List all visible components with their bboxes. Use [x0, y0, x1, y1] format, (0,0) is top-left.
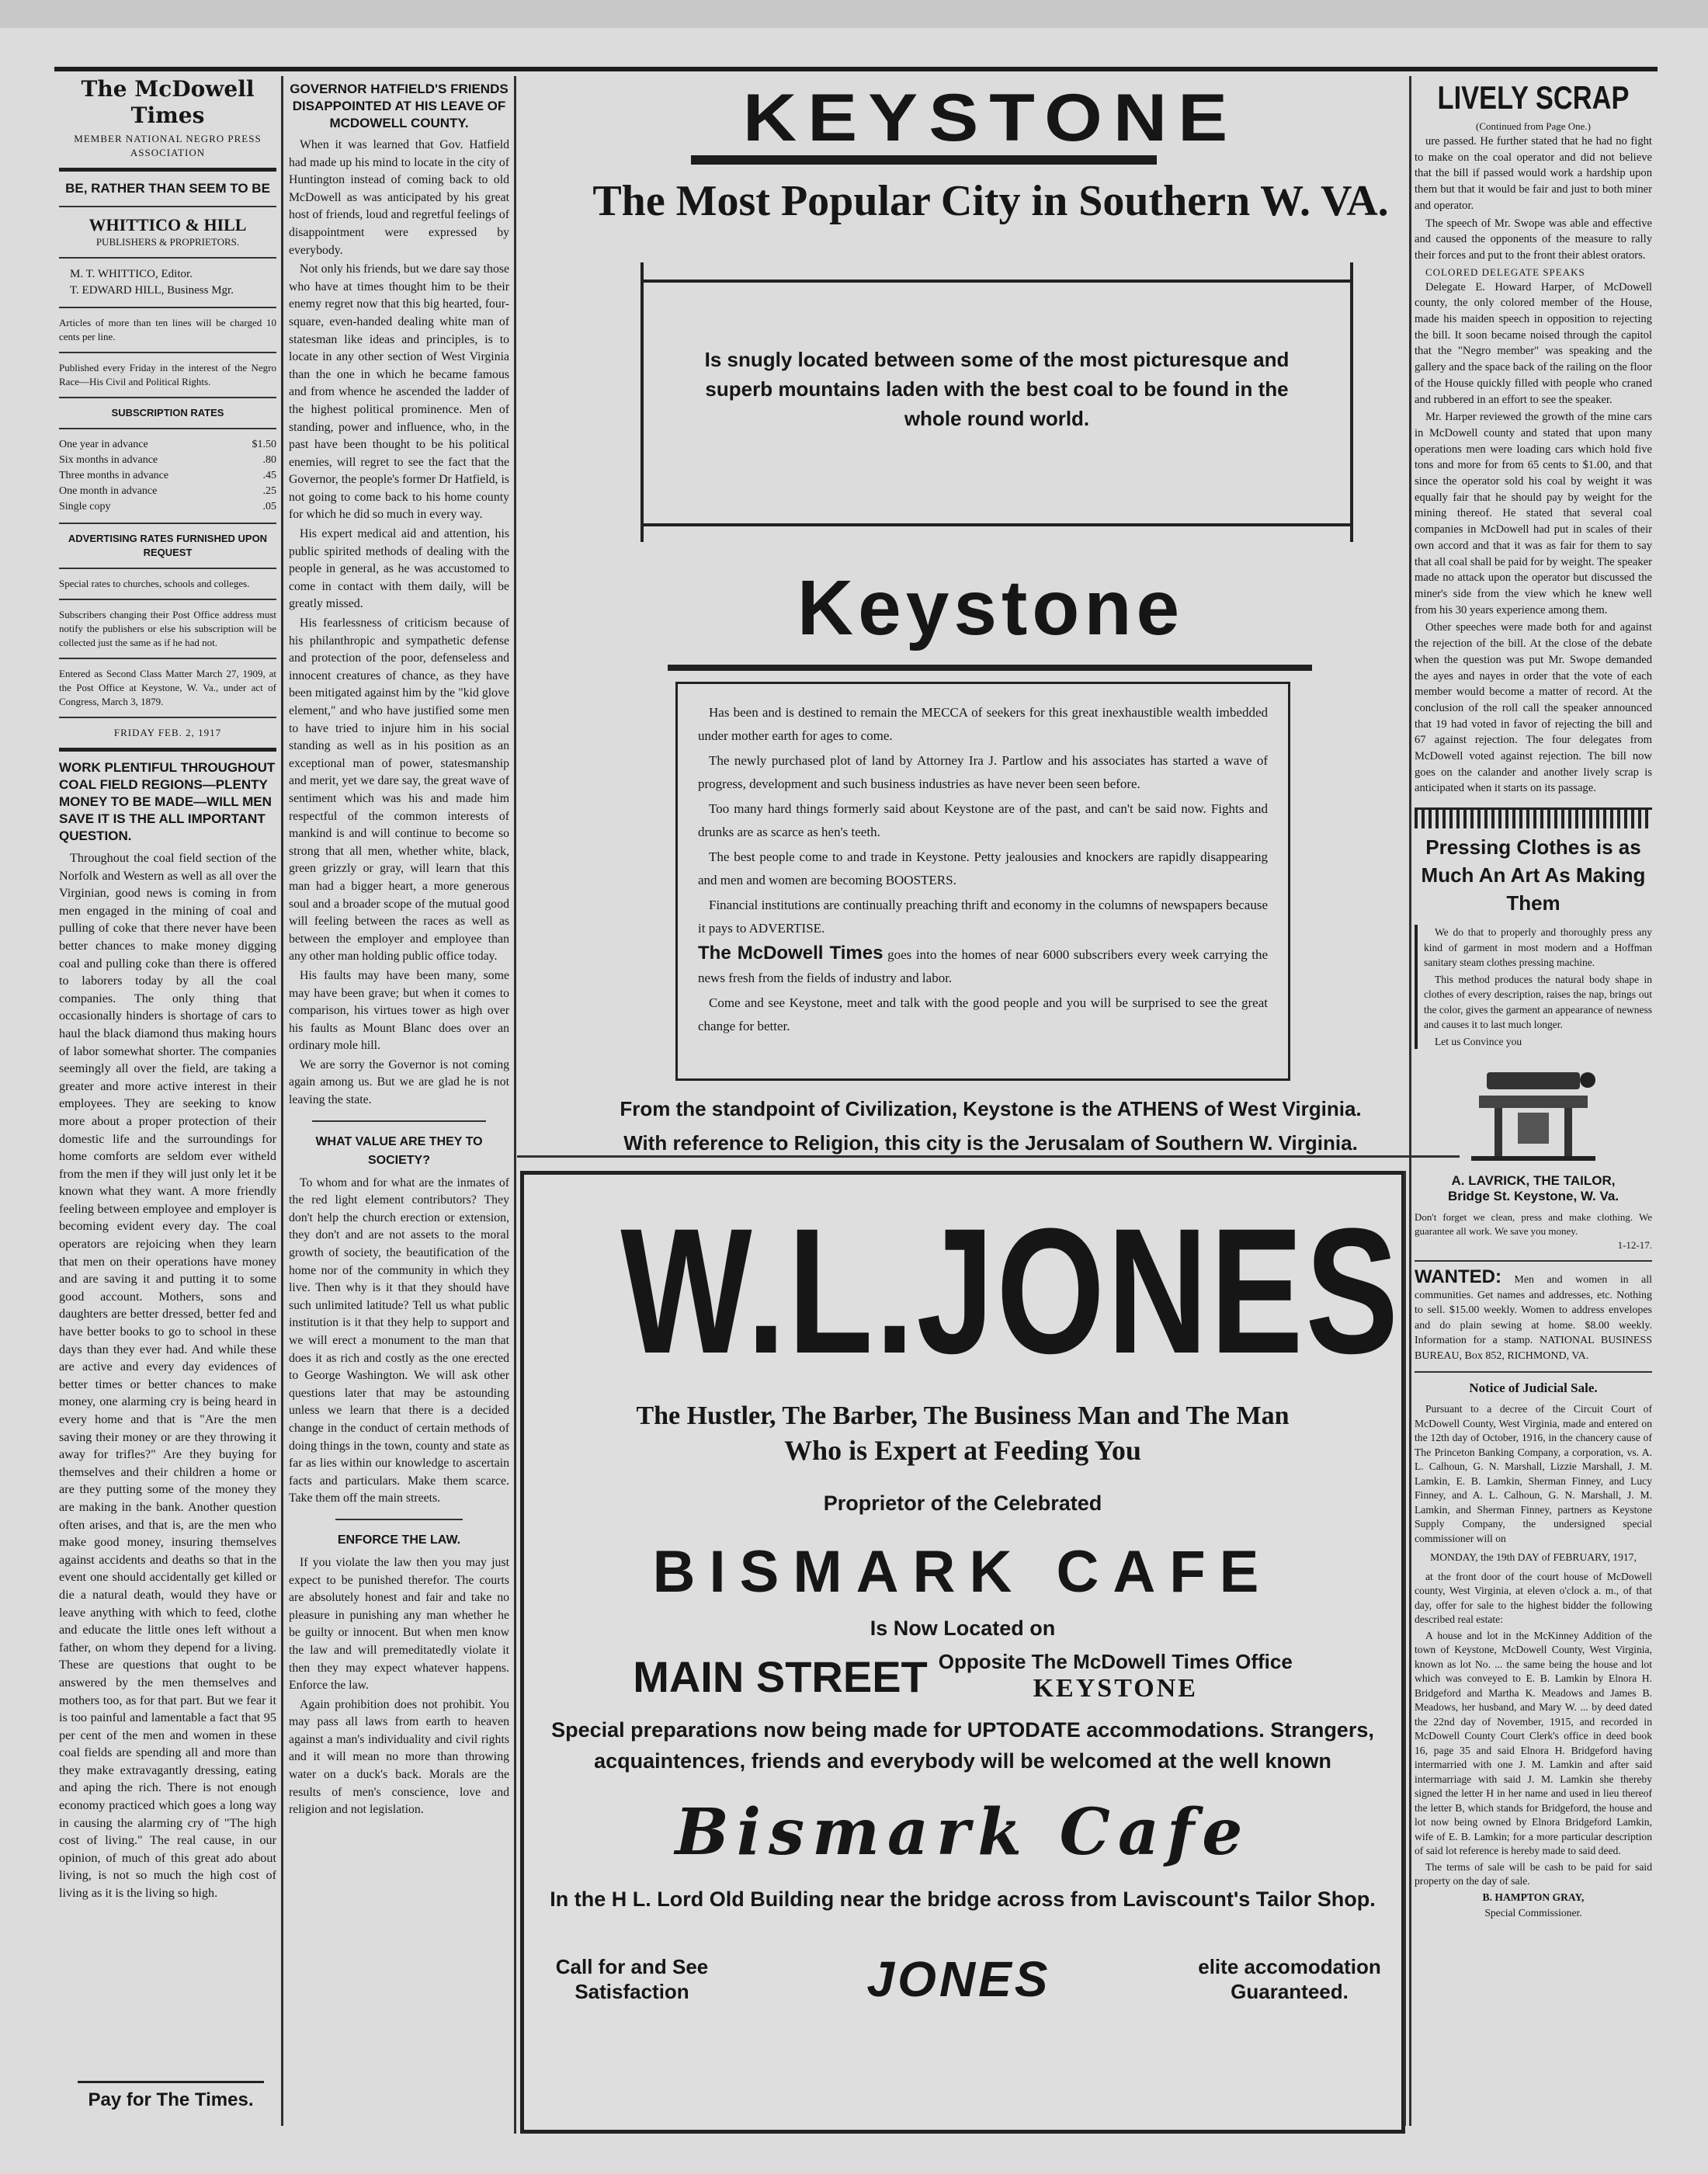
- col1-article-body: [59, 849, 276, 1902]
- paragraph: The best people come to and trade in Keystone. Petty jealousies and knockers are rapidly disappearing and men and women are becoming BOOSTERS.: [698, 849, 1268, 887]
- rate-row: [59, 468, 276, 484]
- divider: [59, 523, 276, 524]
- keystone-title: KEYSTONE: [742, 80, 1239, 155]
- rate-value: .45: [262, 470, 276, 481]
- paragraph: Has been and is destined to remain the MECCA of seekers for this great inexhaustible wealth imbedded under mother earth for ages to come.: [698, 705, 1268, 743]
- rates-table: [59, 437, 276, 515]
- divider: [59, 206, 276, 207]
- commissioner-name: B. HAMPTON GRAY,: [1482, 1891, 1585, 1903]
- editor: M. T. WHITTICO, Editor.: [70, 268, 193, 280]
- column-rule: [1409, 76, 1411, 2126]
- rate-value: $1.50: [252, 439, 276, 450]
- keystone-box2-body: [698, 701, 1268, 1038]
- paragraph: We do that to properly and thoroughly press any kind of garment in most modern and a Hoffman sanitary steam clothes pressing machine.: [1424, 926, 1652, 969]
- divider: [312, 1120, 486, 1122]
- pressing-title: Pressing Clothes is as Much An Art As Making Them: [1421, 835, 1646, 915]
- times-text: goes into the homes of near 6000 subscribers every week carrying the news fresh from the fields of industry and labor.: [698, 947, 1268, 985]
- rate-label: One year in advance: [59, 439, 148, 450]
- society-article-body: [289, 1175, 509, 1508]
- divider: [1415, 1371, 1652, 1373]
- keystone-underline: [691, 155, 1157, 165]
- paragraph: His fearlessness of criticism because of his philanthropic and sympathetic defense and protection of the poor, defenseless and innocent creatures of chance, as they have been mitigated against him by the "kid glove element," and who have justified some men to have tried to injure him in his social standing as well as in his position as an exceptional man of power, statesmanship and merit, yet we dare say, the great wave of sentiment which was his and made him respectful of the common interests of mankind is and will continue to become so strong that all men, whether white, black, green grizzly or gray, will learn that this man had a bigger heart, a more generous soul and a broader scope of the mutual good will feeling between the races as well as between the employer and employee than any other man holding public office today.: [289, 616, 509, 964]
- society-headline: WHAT VALUE ARE THEY TO SOCIETY?: [315, 1134, 483, 1167]
- paragraph: His faults may have been many, some may have been grave; but when it comes to comparison, his virtues tower as high over his faults as Mount Blanc does over an ordinary mole hill.: [289, 968, 509, 1053]
- subscription-title: SUBSCRIPTION RATES: [111, 407, 224, 418]
- divider: [59, 599, 276, 600]
- business-manager: T. EDWARD HILL, Business Mgr.: [70, 284, 234, 297]
- commissioner-title: Special Commissioner.: [1484, 1907, 1582, 1919]
- divider: [59, 748, 276, 752]
- keystone-title2: Keystone: [797, 564, 1185, 651]
- pressing-machine-illustration: [1456, 1057, 1611, 1165]
- paragraph: A house and lot in the McKinney Addition of the town of Keystone, McDowell County, West Virginia, known as lot No. ... the same being the house and lot which was conveyed to E. B. Lamkin by Elnora H. Bridgeford and Martha K. Meadows and James B. Meadows, her husband, and Mary W. ... by deed dated the 22nd day of November, 1915, and recorded in McDowell County Court Clerk's office in deed book 16, page 35 and said Elnora H. Bridgeford having intermarried with one J. M. Lamkin and after said intermarriage with said J. M. Lamkin she thereby signed the letter H in her name and used in lieu thereof the letter B, which stands for Bridgeford, the house and lot now being owned by Elnora Bridgeford Lamkin, wife of E. B. Lamkin; for a more particular description of said lot reference is hereby made to said deed.: [1415, 1629, 1652, 1857]
- enforce-article-body: [289, 1554, 509, 1819]
- tailor-date: 1-12-17.: [1617, 1239, 1652, 1252]
- section-rule: [517, 1155, 1460, 1158]
- rate-row: [59, 437, 276, 453]
- articles-note: Articles of more than ten lines will be charged 10 cents per line.: [59, 317, 276, 342]
- jones-keystone: KEYSTONE: [1033, 1674, 1198, 1703]
- wanted-head: WANTED:: [1415, 1266, 1501, 1288]
- jones-address-row: [524, 1650, 1401, 1703]
- jones-main-street: MAIN STREET: [633, 1652, 928, 1701]
- rate-label: Single copy: [59, 501, 111, 512]
- jones-footer-row: [543, 1950, 1383, 2008]
- divider: [59, 168, 276, 172]
- jones-ad: [520, 1171, 1405, 2134]
- jones-call-right: elite accomodation Guaranteed.: [1198, 1955, 1381, 2003]
- column-rule: [281, 76, 283, 2126]
- paper-name: The McDowell Times: [81, 76, 255, 128]
- paragraph: His expert medical aid and attention, his public spirited methods of dealing with the people in general, as he was accustomed to come in contact with them daily, will be greatly missed.: [289, 527, 509, 611]
- divider: [59, 397, 276, 398]
- lively-scrap-title: LIVELY SCRAP: [1437, 79, 1630, 116]
- page-top-edge: [0, 0, 1708, 28]
- keystone-box-inner: [644, 280, 1350, 526]
- divider: [59, 658, 276, 659]
- paragraph: The speech of Mr. Swope was able and effective and caused the opponents of the measure to rally their forces and put to the front their ablest orators.: [1415, 217, 1652, 262]
- hatfield-headline: GOVERNOR HATFIELD'S FRIENDS DISAPPOINTED AT HIS LEAVE OF MCDOWELL COUNTY.: [290, 82, 509, 130]
- rate-label: Three months in advance: [59, 470, 169, 481]
- jones-opposite-block: [939, 1650, 1293, 1703]
- judicial-body: [1415, 1402, 1652, 1921]
- paragraph: Financial institutions are continually preaching thrift and economy in the columns of newspapers because it pays to ADVERTISE.: [698, 898, 1268, 936]
- jones-signature: JONES: [866, 1951, 1051, 2007]
- col1-headline: WORK PLENTIFUL THROUGHOUT COAL FIELD REGIONS—PLENTY MONEY TO BE MADE—WILL MEN SAVE IT IS THE ALL IMPORTANT QUESTION.: [59, 760, 276, 843]
- pressing-body: [1415, 925, 1652, 1049]
- motto: BE, RATHER THAN SEEM TO BE: [65, 181, 270, 196]
- paragraph: ure passed. He further stated that he had no fight to make on the coal operator and did not believe that the bill if passed would work a hardship upon them but that it would be fair and just to both miner and operator.: [1415, 135, 1652, 212]
- paragraph: The newly purchased plot of land by Attorney Ira J. Partlow and his associates has started a wave of progress, development and such business industries as have never been seen before.: [698, 753, 1268, 791]
- column-1: [59, 76, 276, 2126]
- pay-for-times: Pay for The Times.: [78, 2081, 264, 2111]
- rate-row: [59, 484, 276, 499]
- divider: [59, 352, 276, 353]
- keystone-footer-2: With reference to Religion, this city is the Jerusalam of Southern W. Virginia.: [623, 1131, 1358, 1155]
- paragraph: To whom and for what are the inmates of the red light element contributors? They don't help the church erection or extension, they don't and are not assets to the moral growth of society, the beautification of the home nor of the community in which they live. Then why is it that they should have such unlimited latitude? Tell us what public institution is it that they help to support and we will erect a monument to the man that does it as rich and costly as the one erected to George Washington. We will ask other questions later that may be astounding unless we learn that there is a decided change in the conduct of certain methods of doing things in the town, county and state as far as lies within our knowledge to ascertain facts and particulars. Make them scarce. Take them off the main streets.: [289, 1176, 509, 1505]
- keystone-ad: [520, 68, 1461, 1163]
- rate-label: Six months in advance: [59, 454, 158, 466]
- tailor-name: A. LAVRICK, THE TAILOR,: [1451, 1173, 1616, 1189]
- jones-located: Is Now Located on: [870, 1617, 1056, 1640]
- rate-value: .25: [262, 485, 276, 497]
- tailor-note: Don't forget we clean, press and make clothing. We guarantee all work. We save you money.: [1415, 1211, 1652, 1238]
- rate-row: [59, 499, 276, 515]
- entered-note: Entered as Second Class Matter March 27, 1909, at the Post Office at Keystone, W. Va., under act of Congress, March 3, 1879.: [59, 668, 276, 707]
- paragraph: Pursuant to a decree of the Circuit Court of McDowell County, West Virginia, made and entered on the 12th day of October, 1916, in the chancery cause of The Princeton Banking Company, a corporation, vs. A. L. Calhoun, G. N. Marshall, Lizzie Marshall, J. M. Lamkin, E. B. Lamkin, Sherman Finney, and Lucy Finney, and A. L. Calhoun, G. N. Marshall, J. M. Lamkin, and Sherman Finney, partners as Keystone Supply Company, the undersigned special commissioner will on: [1415, 1403, 1652, 1544]
- rate-value: .05: [262, 501, 276, 512]
- wanted-ad: [1415, 1266, 1652, 1363]
- paragraph: at the front door of the court house of McDowell county, West Virginia, at eleven o'clock a. m., of that day, offer for sale to the highest bidder the following described real estate:: [1415, 1570, 1652, 1626]
- keystone-box1-text: Is snugly located between some of the most picturesque and superb mountains laden with the best coal to be found in the whole round world.: [704, 348, 1290, 430]
- hatfield-article-body: [289, 137, 509, 1110]
- paragraph: If you violate the law then you may just expect to be punished therefor. The courts are absolutely honest and fair and take no pleasure in punishing any man whether he be guilty or innocent. But when men know the law and will premeditatedly violate it then they may expect whatever happens. Enforce the law.: [289, 1555, 509, 1693]
- colored-delegate-body: [1415, 280, 1652, 797]
- paragraph: Throughout the coal field section of the Norfolk and Western as well as all over the Virginian, good news is coming in from men engaged in the mining of coal and pulling of coke that there never have been better chances to make money digging coal and pulling coke than there is offered to laborers today by all the coal companies. The only thing that occasionally hinders is shortage of cars to haul the black diamond thus making hours of labor somewhat shorter. The companies seemingly all over the field, are taking a greater and more active interest in their employees. They are seeking to know more about a proper protection of their domestic life and the surroundings for home comforts are seldom ever witheld from the men if they will just only let it be known what they want. A more friendly feeling between employee and employer is becoming evident every day. The coal operators are rejoicing when they learn that men on their operations have money and are saving it and putting it to some good account. Mothers, sons and daughters are better dressed, better fed and have better books to go to school in these days than they ever had. And while these are active and every day evidences of better times or better chances to make money, one alarming cry is being heard in every home and that is "Are the men saving their money or are they throwing it away for trifles?" Are they buying for themselves and their children a home or are they putting some of the money they are making in the bank. Another question often arises, and that is, are the men who make good money, insuring themselves against accidents and deaths so that in the event one should accidentally get killed or die a natural death, would they have or leave anything with which to feed, clothe and educate the little ones left without a father, on whom they depend for a living. These are questions that ought to be answered by the men themselves and mothers too, as for that part. But we fear it is too painful and lamentable a fact that 95 per cent of the men and women in these coal fields are spending all and more than they make extravagantly dressing, eating and aping the rich. There is not enough economy practiced which goes a long way in causing the alarming cry of "The high cost of living." The real cause, in our opinion, of much of this great ado about living, is not so much the high cost of living as it is the living so high.: [59, 851, 276, 1901]
- divider: [335, 1519, 463, 1520]
- paragraph: Come and see Keystone, meet and talk with the good people and you will be surprised to see the great change for better.: [698, 995, 1268, 1033]
- jones-cafe-script: Bismark Cafe: [675, 1795, 1251, 1870]
- jones-call-left: Call for and See Satisfaction: [555, 1955, 709, 2003]
- jones-opposite: Opposite The McDowell Times Office: [938, 1650, 1293, 1673]
- continued-note: (Continued from Page One.): [1475, 120, 1592, 132]
- divider: [59, 307, 276, 308]
- divider: [1415, 1260, 1652, 1262]
- rate-label: One month in advance: [59, 485, 158, 497]
- ornament-border: [1415, 807, 1652, 828]
- judicial-head: Notice of Judicial Sale.: [1469, 1380, 1598, 1396]
- rate-row: [59, 453, 276, 468]
- keystone-subtitle: The Most Popular City in Southern W. VA.: [592, 177, 1389, 225]
- member-line: MEMBER NATIONAL NEGRO PRESS ASSOCIATION: [74, 133, 262, 158]
- paragraph: Delegate E. Howard Harper, of McDowell county, the only colored member of the House, made his maiden speech in opposition to rejecting the bill. It soon became noised through the capitol that the "Negro member" was speaking and the gallery and the space back of the railing on the floor of the House quickly filled with people who craned and rubbered in an effort to see the speaker.: [1415, 280, 1652, 406]
- paragraph: Mr. Harper reviewed the growth of the mine cars in McDowell county and stated that upon many operations men were loading cars which hold five tons and more for from 65 cents to $1.00, and that since the operator sold his coal by weight it was equally fair that he should pay by weight for the mining thereof. He stated that several coal companies in McDowell had put in scales of their own accord and that it was as fair for them to say that all coal shall be paid for by weight. The speaker made no attack upon the operator but discussed the miner's side from the view which he knew well from his 30 years experience among them.: [1415, 411, 1652, 616]
- paragraph: The terms of sale will be cash to be paid for said property on the day of sale.: [1415, 1860, 1652, 1887]
- subscribers-note: Subscribers changing their Post Office address must notify the publishers or else his subscription will be collected just the same as if he had not.: [59, 609, 276, 648]
- publishers: WHITTICO & HILL: [89, 215, 247, 234]
- jones-tagline-2: Who is Expert at Feeding You: [784, 1435, 1141, 1466]
- paragraph: This method produces the natural body shape in clothes of every description, raises the nap, brings out the color, gives the garment an appearance of newness and causes it to last much longer.: [1424, 973, 1652, 1031]
- times-name: The McDowell Times: [698, 943, 884, 964]
- lively-body: [1415, 134, 1652, 264]
- keystone-footer-1: From the standpoint of Civilization, Keystone is the ATHENS of West Virginia.: [620, 1097, 1362, 1120]
- paragraph: Let us Convince you: [1435, 1035, 1522, 1047]
- issue-date: FRIDAY FEB. 2, 1917: [113, 727, 222, 738]
- jones-name: W.L.JONES: [620, 1191, 1401, 1391]
- jones-proprietor: Proprietor of the Celebrated: [823, 1492, 1102, 1515]
- special-rates: Special rates to churches, schools and colleges.: [59, 578, 250, 589]
- paragraph: We are sorry the Governor is not coming again among us. But we are glad he is not leaving the state.: [289, 1057, 509, 1107]
- rate-value: .80: [262, 454, 276, 466]
- jones-cafe: BISMARK CAFE: [652, 1539, 1273, 1605]
- paragraph: Again prohibition does not prohibit. You may pass all laws from earth to heaven against a man's individuality and civil rights and it will mean no more than throwing water on a duck's back. Morals are the results of men's conscience, love and religion and not legislation.: [289, 1697, 509, 1817]
- keystone-underline2: [668, 665, 1312, 671]
- column-4: [1415, 76, 1652, 2141]
- wanted-text: Men and women in all communities. Get names and addresses, etc. Nothing to sell. $15.00 weekly. Women to address envelopes and do plain sewing at home. $8.00 weekly. Information for a stamp. NATIONAL BUSINESS BUREAU, Box 852, RICHMOND, VA.: [1415, 1274, 1652, 1362]
- publishers-sub: PUBLISHERS & PROPRIETORS.: [95, 236, 240, 248]
- divider: [59, 568, 276, 569]
- jones-tagline-1: The Hustler, The Barber, The Business Man and The Man: [636, 1401, 1290, 1430]
- paragraph: Not only his friends, but we dare say those who have at times thought him to be their enemy regret now that this big hearted, four-square, even-handed dealing white man of statesman like ideas and principles, is to locate in any other section of West Virginia than the one in which he became famous and from whence he ascended the ladder of the highest political prominence. Men of standing, power and influence, who, in the past have been thought to be his political enemies, will regret to see the fact that the Governor, the people's former Dr Hatfield, is not going to come back to his home county for which he did so much in every way.: [289, 262, 509, 522]
- paragraph: Other speeches were made both for and against the rejection of the bill. At the close of the debate when the question was put Mr. Swope demanded the ayes and nayes in order that the vote of each member would become a matter of record. At the conclusion of the roll call the speaker announced that 19 had voted in favor of rejecting the bill and 67 against rejection. The four delegates from McDowell voted against rejection. The bill now goes on the calander and another lively scrap is anticipated when it starts on its passage.: [1415, 621, 1652, 795]
- paragraph: When it was learned that Gov. Hatfield had made up his mind to locate in the city of Huntington instead of coming back to old McDowell as was anticipated by his great host of friends, loud and regretful feelings of disappointment were expressed by everybody.: [289, 138, 509, 257]
- advertising-rates: ADVERTISING RATES FURNISHED UPON REQUEST: [68, 533, 268, 558]
- divider: [59, 717, 276, 718]
- published-note: Published every Friday in the interest of the Negro Race—His Civil and Political Rights.: [59, 362, 276, 387]
- paragraph: Too many hard things formerly said about Keystone are of the past, and can't be said now. Fights and drunks are as scarce as hen's teeth.: [698, 801, 1268, 839]
- column-2: [289, 76, 509, 2134]
- keystone-box2: [675, 682, 1290, 1081]
- colored-delegate-head: COLORED DELEGATE SPEAKS: [1425, 266, 1585, 278]
- jones-location: In the H L. Lord Old Building near the bridge across from Laviscount's Tailor Shop.: [550, 1887, 1376, 1911]
- paragraph: [698, 942, 1268, 990]
- divider: [59, 428, 276, 429]
- jones-special: Special preparations now being made for UPTODATE accommodations. Strangers, acquaintences, friends and everybody will be welcomed at the well known: [551, 1718, 1374, 1773]
- divider: [59, 257, 276, 259]
- enforce-headline: ENFORCE THE LAW.: [337, 1533, 461, 1547]
- column-rule: [514, 76, 516, 2134]
- keystone-box-outer: [640, 262, 1353, 542]
- judicial-date: MONDAY, the 19th DAY of FEBRUARY, 1917,: [1430, 1551, 1637, 1564]
- column-rule: [1404, 1171, 1406, 2126]
- newspaper-page: [54, 45, 1658, 2134]
- tailor-address: Bridge St. Keystone, W. Va.: [1447, 1189, 1619, 1204]
